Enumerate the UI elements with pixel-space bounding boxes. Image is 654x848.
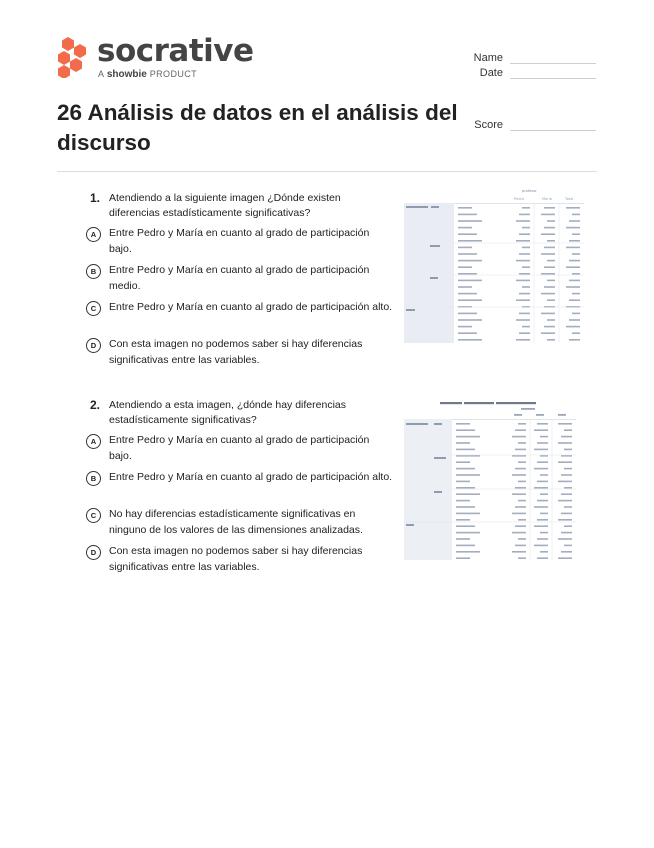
- table-row-label-texture: [458, 233, 477, 235]
- table-cell-texture: [537, 538, 548, 540]
- logo-tagline: A showbie PRODUCT: [98, 69, 198, 80]
- table-cell-texture: [540, 532, 548, 534]
- option-letter-circle: D: [86, 338, 101, 353]
- score-label: Score: [474, 119, 503, 131]
- table-cell-texture: [572, 273, 580, 275]
- option-letter-circle: C: [86, 508, 101, 523]
- table-cell-texture: [522, 286, 530, 288]
- table-cell-texture: [541, 253, 555, 255]
- table-cell-texture: [515, 449, 526, 451]
- table-cell-texture: [564, 545, 572, 547]
- table-cell-texture: [547, 240, 555, 242]
- table-cell-texture: [512, 551, 526, 553]
- table-cell-texture: [558, 461, 572, 463]
- table-cell-texture: [561, 532, 572, 534]
- table-cell-texture: [518, 481, 526, 483]
- table-cell-texture: [534, 429, 548, 431]
- table-row-label-texture: [458, 319, 482, 321]
- table-row-label-texture: [458, 326, 472, 328]
- table-cell-texture: [569, 260, 580, 262]
- table-cell-texture: [566, 286, 580, 288]
- table-cell-texture: [569, 280, 580, 282]
- table-cell-texture: [547, 339, 555, 341]
- option-text: No hay diferencias estadísticamente significativas en ninguno de los valores de las dimensiones analizadas.: [109, 508, 363, 536]
- table-cell-texture: [564, 525, 572, 527]
- table-row-label-texture: [458, 247, 472, 249]
- table-cell-texture: [512, 513, 526, 515]
- table-row-label-texture: [458, 240, 482, 242]
- table-cell-texture: [558, 538, 572, 540]
- table-row-label-texture: [456, 442, 470, 444]
- table-cell-texture: [564, 449, 572, 451]
- table-cell-texture: [564, 487, 572, 489]
- table-cell-texture: [522, 207, 530, 209]
- option-text: Entre Pedro y María en cuanto al grado de participación medio.: [109, 264, 370, 292]
- table-cell-texture: [537, 461, 548, 463]
- table-cell-texture: [540, 474, 548, 476]
- table-row-label-texture: [456, 493, 480, 495]
- table-cell-texture: [537, 519, 548, 521]
- table-cell-texture: [541, 332, 555, 334]
- name-field-line[interactable]: [510, 63, 596, 64]
- table-cell-texture: [512, 532, 526, 534]
- question-text: Atendiendo a la siguiente imagen ¿Dónde existen diferencias estadísticamente significativas?: [109, 192, 341, 219]
- table-row-label-texture: [456, 557, 470, 559]
- table-cell-texture: [522, 227, 530, 229]
- crosstab-image-2: [404, 398, 576, 560]
- table-cell-texture: [561, 551, 572, 553]
- table-row-label-texture: [458, 214, 477, 216]
- table-cell-texture: [564, 506, 572, 508]
- date-field-line[interactable]: [510, 78, 596, 79]
- crosstab-image-1: [404, 188, 584, 343]
- table-row-label-texture: [458, 273, 477, 275]
- table-cell-texture: [534, 449, 548, 451]
- option-letter-circle: B: [86, 471, 101, 486]
- table-cell-texture: [544, 227, 555, 229]
- table-row-label-texture: [458, 253, 477, 255]
- table-cell-texture: [572, 214, 580, 216]
- table-cell-texture: [566, 247, 580, 249]
- table-row-label-texture: [458, 332, 477, 334]
- table-row-label-texture: [458, 266, 472, 268]
- table-row-label-texture: [456, 468, 475, 470]
- table-row-label-texture: [456, 500, 470, 502]
- table-row-label-texture: [456, 423, 470, 425]
- table-cell-texture: [512, 474, 526, 476]
- svg-text:profesor: profesor: [522, 189, 537, 193]
- table-cell-texture: [540, 513, 548, 515]
- table-cell-texture: [512, 436, 526, 438]
- table-row-label-texture: [456, 538, 470, 540]
- table-cell-texture: [519, 313, 530, 315]
- question-number: 1.: [90, 191, 101, 205]
- option-text: Entre Pedro y María en cuanto al grado de participación alto.: [109, 471, 393, 483]
- table-cell-texture: [541, 313, 555, 315]
- table-row-label-texture: [456, 474, 480, 476]
- table-cell-texture: [515, 429, 526, 431]
- table-cell-texture: [512, 493, 526, 495]
- option-letter-circle: A: [86, 434, 101, 449]
- table-row-label-texture: [456, 449, 475, 451]
- table-cell-texture: [569, 339, 580, 341]
- table-cell-texture: [516, 240, 530, 242]
- quiz-title: 26 Análisis de datos en el análisis del discurso: [57, 100, 458, 155]
- table-cell-texture: [569, 220, 580, 222]
- table-cell-texture: [537, 442, 548, 444]
- table-cell-texture: [564, 468, 572, 470]
- svg-text:Total: Total: [565, 197, 574, 201]
- table-cell-texture: [569, 319, 580, 321]
- option-text: Con esta imagen no podemos saber si hay diferencias significativas entre las variables.: [109, 338, 363, 366]
- table-cell-texture: [518, 442, 526, 444]
- table-row-label-texture: [458, 260, 482, 262]
- table-cell-texture: [518, 538, 526, 540]
- table-row-label-texture: [456, 551, 480, 553]
- table-cell-texture: [569, 240, 580, 242]
- table-cell-texture: [519, 332, 530, 334]
- table-cell-texture: [516, 260, 530, 262]
- table-row-label-texture: [456, 481, 470, 483]
- option-text: Entre Pedro y María en cuanto al grado de participación bajo.: [109, 434, 370, 462]
- table-cell-texture: [572, 233, 580, 235]
- table-cell-texture: [572, 253, 580, 255]
- table-cell-texture: [544, 247, 555, 249]
- option-letter-circle: B: [86, 264, 101, 279]
- table-row-label-texture: [458, 227, 472, 229]
- option-text: Con esta imagen no podemos saber si hay diferencias significativas entre las variables.: [109, 545, 363, 573]
- question-number: 2.: [90, 398, 101, 412]
- table-cell-texture: [522, 326, 530, 328]
- table-cell-texture: [519, 233, 530, 235]
- table-cell-texture: [534, 506, 548, 508]
- table-row-label-texture: [458, 339, 482, 341]
- date-label: Date: [479, 67, 503, 79]
- table-cell-texture: [544, 326, 555, 328]
- table-cell-texture: [516, 280, 530, 282]
- table-cell-texture: [516, 220, 530, 222]
- table-cell-texture: [558, 481, 572, 483]
- table-cell-texture: [537, 500, 548, 502]
- table-cell-texture: [558, 557, 572, 559]
- table-row-label-texture: [458, 286, 472, 288]
- table-cell-texture: [541, 214, 555, 216]
- header-divider: [57, 171, 597, 172]
- table-cell-texture: [547, 319, 555, 321]
- table-cell-texture: [518, 500, 526, 502]
- table-row-label-texture: [456, 525, 475, 527]
- question-text: Atendiendo a esta imagen, ¿dónde hay diferencias estadísticamente significativas?: [109, 399, 346, 426]
- table-cell-texture: [519, 293, 530, 295]
- table-cell-texture: [540, 551, 548, 553]
- table-cell-texture: [566, 326, 580, 328]
- table-cell-texture: [572, 313, 580, 315]
- table-cell-texture: [516, 299, 530, 301]
- table-row-label-texture: [456, 506, 475, 508]
- table-cell-texture: [541, 293, 555, 295]
- table-cell-texture: [558, 423, 572, 425]
- table-cell-texture: [515, 506, 526, 508]
- svg-text:Pedro: Pedro: [514, 197, 525, 201]
- table-cell-texture: [518, 519, 526, 521]
- table-cell-texture: [534, 487, 548, 489]
- table-cell-texture: [572, 332, 580, 334]
- table-row-label-texture: [456, 532, 480, 534]
- table-row-label-texture: [456, 487, 475, 489]
- table-cell-texture: [547, 220, 555, 222]
- table-cell-texture: [566, 266, 580, 268]
- table-row-label-texture: [458, 280, 482, 282]
- table-row-label-texture: [456, 513, 480, 515]
- logo-wordmark: socrative: [97, 33, 254, 69]
- table-cell-texture: [540, 436, 548, 438]
- table-cell-texture: [518, 423, 526, 425]
- option-text: Entre Pedro y María en cuanto al grado de participación alto.: [109, 301, 393, 313]
- table-cell-texture: [515, 545, 526, 547]
- option-text: Entre Pedro y María en cuanto al grado de participación bajo.: [109, 227, 370, 255]
- table-cell-texture: [537, 557, 548, 559]
- table-cell-texture: [519, 253, 530, 255]
- table-cell-texture: [522, 266, 530, 268]
- table-cell-texture: [558, 442, 572, 444]
- table-cell-texture: [519, 273, 530, 275]
- table-row-label-texture: [456, 545, 475, 547]
- table-row-label-texture: [456, 436, 480, 438]
- hexagon-cluster-icon: [57, 36, 91, 78]
- table-cell-texture: [534, 545, 548, 547]
- name-label: Name: [473, 52, 503, 64]
- table-cell-texture: [561, 493, 572, 495]
- table-cell-texture: [569, 299, 580, 301]
- table-cell-texture: [534, 525, 548, 527]
- table-cell-texture: [558, 519, 572, 521]
- table-cell-texture: [561, 513, 572, 515]
- table-cell-texture: [561, 474, 572, 476]
- table-cell-texture: [541, 233, 555, 235]
- option-letter-circle: D: [86, 545, 101, 560]
- table-cell-texture: [566, 227, 580, 229]
- table-row-label-texture: [458, 220, 482, 222]
- table-cell-texture: [515, 487, 526, 489]
- table-cell-texture: [515, 468, 526, 470]
- table-cell-texture: [515, 525, 526, 527]
- table-cell-texture: [518, 557, 526, 559]
- table-cell-texture: [544, 286, 555, 288]
- score-field-line[interactable]: [510, 130, 596, 131]
- table-cell-texture: [572, 293, 580, 295]
- table-row-label-texture: [458, 299, 482, 301]
- table-row-label-texture: [458, 313, 477, 315]
- table-cell-texture: [566, 207, 580, 209]
- table-row-label-texture: [458, 293, 477, 295]
- option-letter-circle: A: [86, 227, 101, 242]
- table-cell-texture: [541, 273, 555, 275]
- table-cell-texture: [564, 429, 572, 431]
- table-cell-texture: [519, 214, 530, 216]
- table-cell-texture: [547, 260, 555, 262]
- table-cell-texture: [534, 468, 548, 470]
- table-row-label-texture: [456, 519, 470, 521]
- table-cell-texture: [522, 247, 530, 249]
- table-row-label-texture: [456, 461, 470, 463]
- table-cell-texture: [516, 319, 530, 321]
- table-cell-texture: [516, 339, 530, 341]
- table-cell-texture: [540, 493, 548, 495]
- table-cell-texture: [547, 280, 555, 282]
- table-cell-texture: [561, 436, 572, 438]
- crosstab-picture: [404, 188, 584, 343]
- table-row-label-texture: [458, 207, 472, 209]
- table-cell-texture: [547, 299, 555, 301]
- table-cell-texture: [558, 500, 572, 502]
- table-row-label-texture: [456, 429, 475, 431]
- svg-text:María: María: [542, 197, 552, 201]
- table-cell-texture: [518, 461, 526, 463]
- option-letter-circle: C: [86, 301, 101, 316]
- table-cell-texture: [537, 423, 548, 425]
- table-cell-texture: [544, 266, 555, 268]
- table-cell-texture: [544, 207, 555, 209]
- table-cell-texture: [537, 481, 548, 483]
- crosstab-picture: [404, 398, 576, 560]
